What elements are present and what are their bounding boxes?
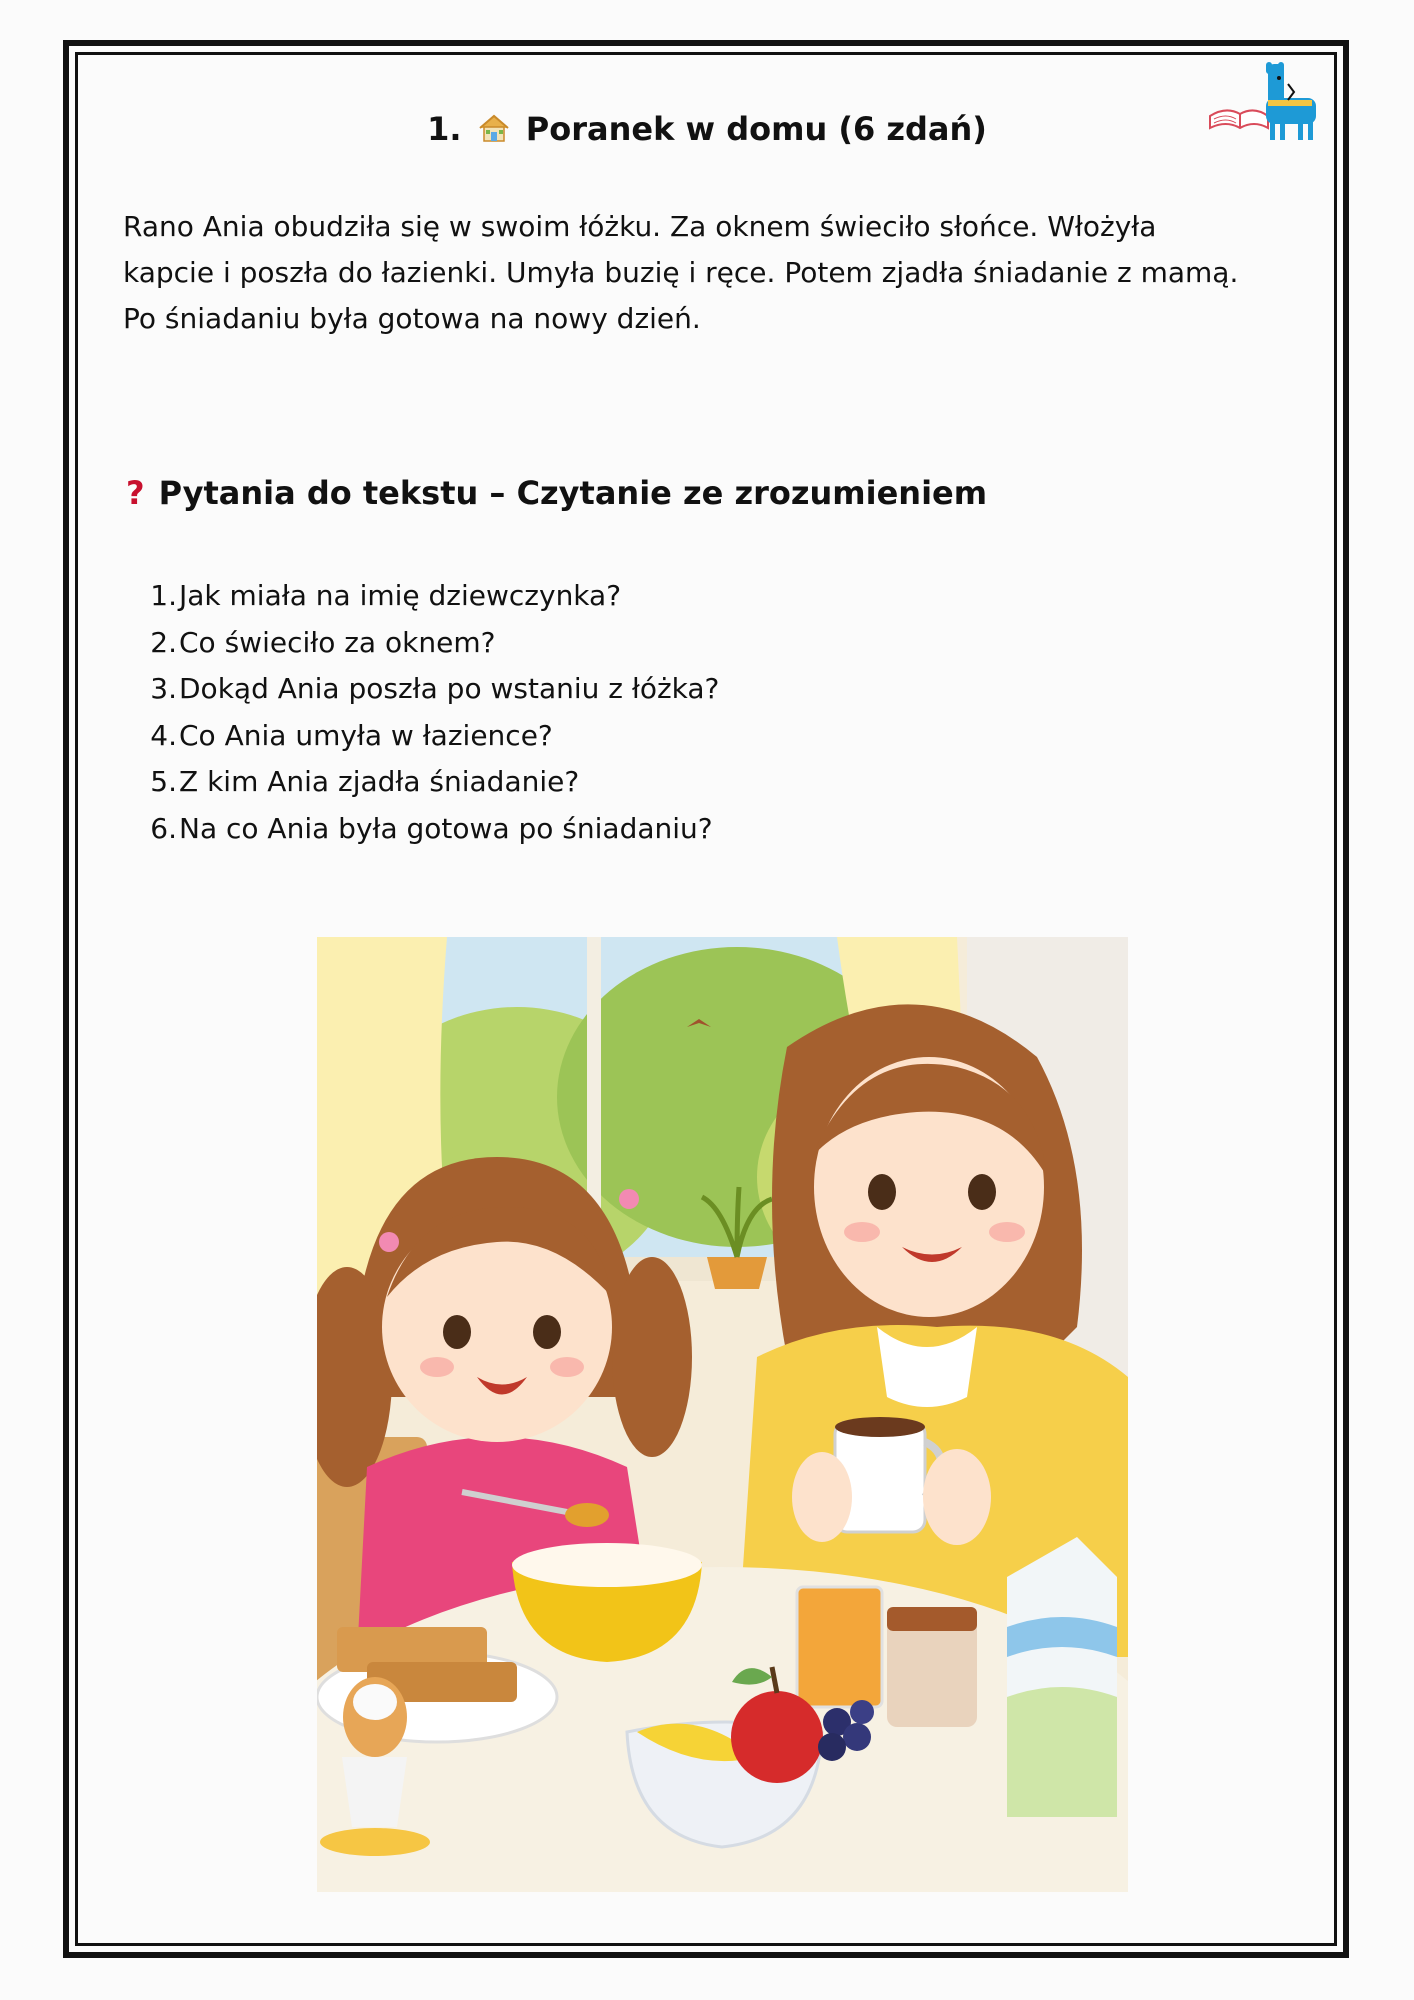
title-text: Poranek w domu (6 zdań) [525,110,987,148]
title-number: 1. [427,110,462,148]
question-number: 5. [150,765,177,798]
question-item [0,666,719,713]
question-item [0,806,719,853]
question-mark-icon: ? [126,474,145,512]
question-text: Co Ania umyła w łazience? [179,718,553,752]
question-number: 1. [150,579,177,612]
question-item [0,759,719,806]
question-item [0,620,719,667]
question-text: Co świeciło za oknem? [179,625,496,659]
question-number: 2. [150,625,177,659]
story-paragraph: Rano Ania obudziła się w swoim łóżku. Za oknem świeciło słońce. Włożyła kapcie i poszła do łazienki. Umyła buzię i ręce. Potem zjadła śniadanie z mamą. Po śniadaniu była gotowa na nowy dzień. [123,210,1239,335]
questions-heading [126,474,987,512]
question-number: 3. [150,672,177,705]
question-text: Na co Ania była gotowa po śniadaniu? [179,811,713,845]
breakfast-illustration [317,937,1128,1892]
question-item [0,713,719,760]
question-text: Jak miała na imię dziewczynka? [179,579,622,612]
page-title [0,110,1414,148]
house-icon [477,113,511,143]
question-item [0,573,719,620]
questions-heading-text: Pytania do tekstu – Czytanie ze zrozumieniem [158,474,988,512]
questions-list [0,573,719,852]
question-text: Z kim Ania zjadła śniadanie? [179,765,580,798]
question-text: Dokąd Ania poszła po wstaniu z łóżka? [179,672,720,705]
question-number: 6. [150,811,177,845]
question-number: 4. [150,718,177,752]
